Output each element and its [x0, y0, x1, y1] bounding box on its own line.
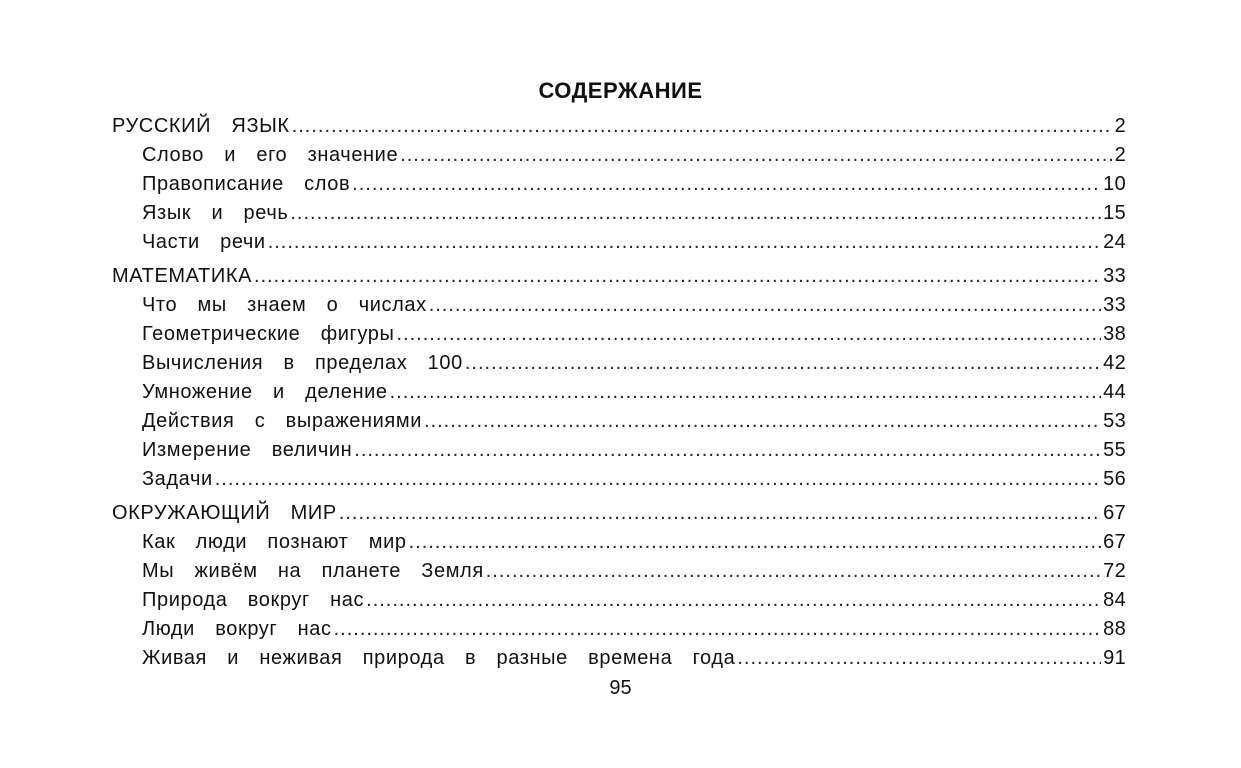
- toc-page-ref: 67: [1103, 502, 1126, 524]
- toc-section-math: [112, 261, 1126, 494]
- toc-page-ref: 33: [1103, 265, 1126, 287]
- toc-section-world: [112, 498, 1126, 673]
- dot-leader: [366, 586, 1101, 615]
- toc-entry-label: Слово и его значение: [142, 144, 399, 166]
- toc-page-ref: 67: [1103, 531, 1126, 553]
- table-of-contents: [112, 111, 1126, 673]
- dot-leader: [486, 557, 1101, 586]
- toc-entry[interactable]: [112, 170, 1126, 199]
- dot-leader: [254, 261, 1101, 291]
- dot-leader: [290, 199, 1101, 228]
- toc-entry-label: Задачи: [142, 468, 213, 490]
- toc-entry-label: Действия с выражениями: [142, 410, 422, 432]
- dot-leader: [424, 407, 1101, 436]
- toc-entry-label: Вычисления в пределах 100: [142, 352, 463, 374]
- toc-entry[interactable]: [112, 349, 1126, 378]
- toc-section-title: МАТЕМАТИКА: [112, 265, 253, 287]
- toc-entry-label: Правописание слов: [142, 173, 351, 195]
- toc-entry-label: Что мы знаем о числах: [142, 294, 427, 316]
- toc-section-heading[interactable]: [112, 498, 1126, 528]
- toc-entry[interactable]: [112, 436, 1126, 465]
- toc-entry[interactable]: [112, 586, 1126, 615]
- toc-page-ref: 2: [1114, 115, 1126, 137]
- dot-leader: [397, 320, 1102, 349]
- toc-section-heading[interactable]: [112, 111, 1126, 141]
- toc-page-ref: 38: [1103, 323, 1126, 345]
- toc-entry-label: Мы живём на планете Земля: [142, 560, 484, 582]
- toc-entry-label: Геометрические фигуры: [142, 323, 395, 345]
- toc-page-ref: 56: [1103, 468, 1126, 490]
- dot-leader: [465, 349, 1101, 378]
- page-number: 95: [609, 677, 632, 699]
- dot-leader: [354, 436, 1101, 465]
- toc-page-ref: 72: [1103, 560, 1126, 582]
- dot-leader: [268, 228, 1101, 257]
- toc-entry[interactable]: [112, 228, 1126, 257]
- dot-leader: [292, 111, 1113, 141]
- toc-entry[interactable]: [112, 320, 1126, 349]
- toc-entry[interactable]: [112, 465, 1126, 494]
- dot-leader: [334, 615, 1102, 644]
- dot-leader: [352, 170, 1101, 199]
- toc-entry-label: Люди вокруг нас: [142, 618, 332, 640]
- toc-entry[interactable]: [112, 199, 1126, 228]
- toc-section-title: РУССКИЙ ЯЗЫК: [112, 115, 290, 137]
- toc-entry-label: Измерение величин: [142, 439, 353, 461]
- toc-entry[interactable]: [112, 644, 1126, 673]
- toc-entry[interactable]: [112, 407, 1126, 436]
- toc-entry[interactable]: [112, 615, 1126, 644]
- toc-entry[interactable]: [112, 528, 1126, 557]
- toc-entry[interactable]: [112, 557, 1126, 586]
- toc-page-ref: 88: [1103, 618, 1126, 640]
- toc-entry[interactable]: [112, 378, 1126, 407]
- toc-page-ref: 84: [1103, 589, 1126, 611]
- toc-page-ref: 24: [1103, 231, 1126, 253]
- dot-leader: [429, 291, 1101, 320]
- toc-entry-label: Живая и неживая природа в разные времена года: [142, 647, 736, 669]
- toc-page-ref: 15: [1103, 202, 1126, 224]
- dot-leader: [215, 465, 1101, 494]
- toc-entry[interactable]: [112, 141, 1126, 170]
- toc-entry[interactable]: [112, 291, 1126, 320]
- page-title: СОДЕРЖАНИЕ: [538, 78, 703, 103]
- toc-page-ref: 91: [1103, 647, 1126, 669]
- toc-page-ref: 44: [1103, 381, 1126, 403]
- toc-page-ref: 55: [1103, 439, 1126, 461]
- toc-page-ref: 10: [1103, 173, 1126, 195]
- dot-leader: [409, 528, 1102, 557]
- toc-entry-label: Природа вокруг нас: [142, 589, 365, 611]
- toc-entry-label: Как люди познают мир: [142, 531, 407, 553]
- toc-section-russian: [112, 111, 1126, 257]
- toc-page-ref: 2: [1114, 144, 1126, 166]
- dot-leader: [400, 141, 1112, 170]
- dot-leader: [737, 644, 1101, 673]
- toc-entry-label: Части речи: [142, 231, 266, 253]
- toc-page-ref: 33: [1103, 294, 1126, 316]
- dot-leader: [390, 378, 1102, 407]
- toc-entry-label: Язык и речь: [142, 202, 289, 224]
- toc-section-heading[interactable]: [112, 261, 1126, 291]
- dot-leader: [339, 498, 1101, 528]
- toc-page-ref: 42: [1103, 352, 1126, 374]
- toc-entry-label: Умножение и деление: [142, 381, 388, 403]
- toc-section-title: ОКРУЖАЮЩИЙ МИР: [112, 502, 337, 524]
- toc-page-ref: 53: [1103, 410, 1126, 432]
